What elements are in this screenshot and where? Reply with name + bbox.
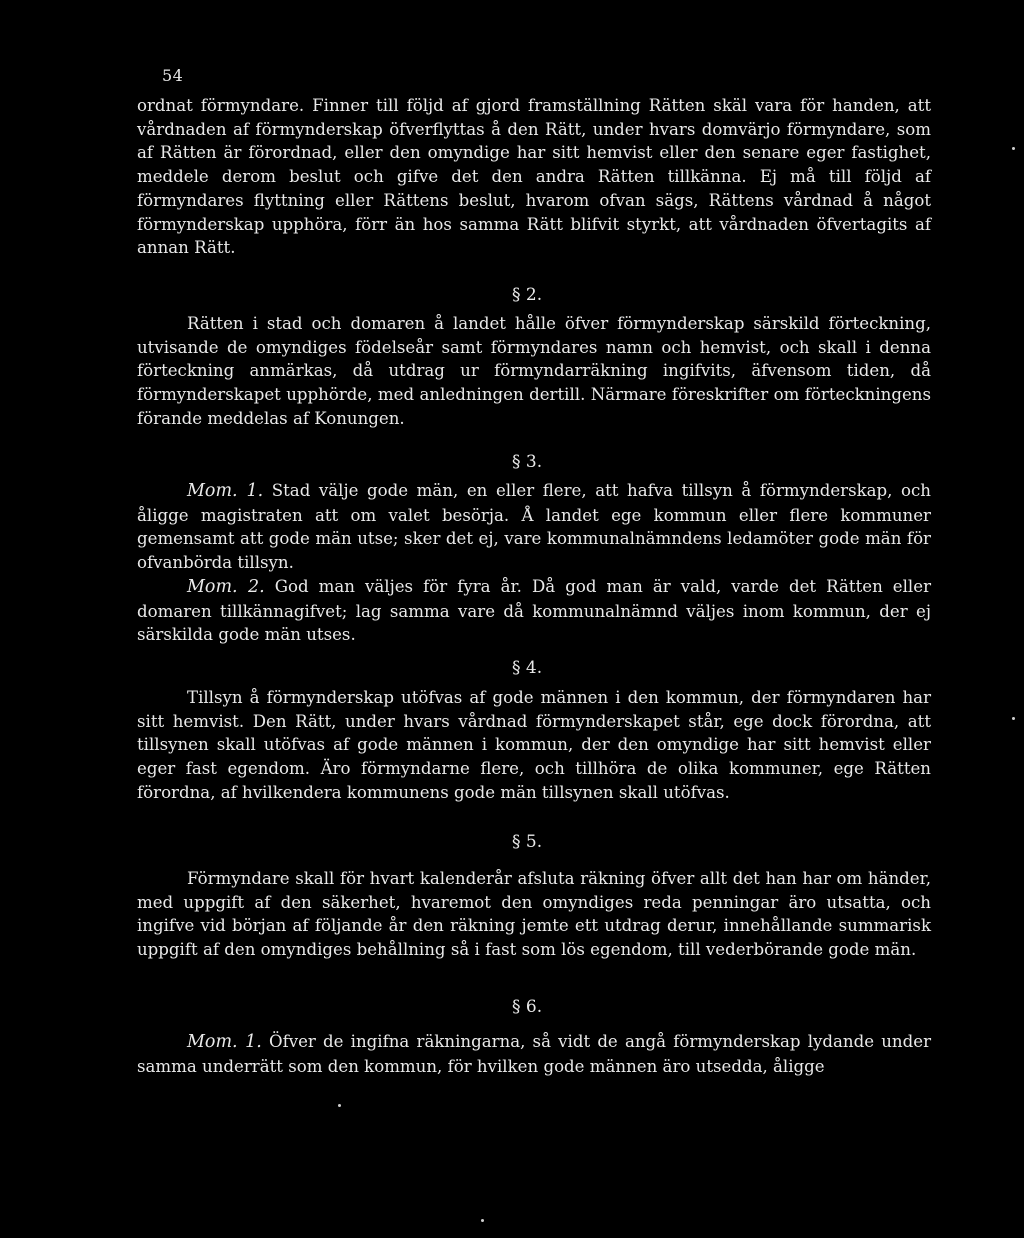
paragraph-section-5: Förmyndare skall för hvart kalenderår afsluta räkning öfver allt det han har om händer, med uppgift af den säkerhet, hvaremot den omyndiges reda penningar äro utsatta, och ingifve vid början af följande år den räkning jemte ett utdrag derur, innehållande summarisk uppgift af den omyndiges behållning så i fast som lös egendom, till vederbörande gode män. bbox=[137, 869, 931, 960]
mom-text: God man väljes för fyra år. Då god man är vald, varde det Rätten eller domaren tillkännagifvet; lag samma vare då kommunalnämnd väljes inom kommun, der ej särskilda gode män utses. bbox=[137, 577, 931, 645]
paragraph-section-2: Rätten i stad och domaren å landet hålle öfver förmynderskap särskild förteckning, utvisande de omyndiges födelseår samt förmyndares namn och hemvist, och skall i denna förteckning anmärkas, då utdrag ur förmyndarräkning ingifvits, äfvensom tiden, då förmynderskapet upphörde, med anledningen dertill. Närmare föreskrifter om förteckningens förande meddelas af Konungen. bbox=[137, 314, 931, 428]
section-heading-2: § 2. bbox=[512, 285, 543, 305]
section-heading-6: § 6. bbox=[512, 997, 543, 1017]
scan-speck bbox=[1012, 147, 1015, 150]
page-number: 54 bbox=[162, 66, 184, 85]
scan-speck bbox=[338, 1104, 341, 1107]
paragraph-section-4: Tillsyn å förmynderskap utöfvas af gode männen i den kommun, der förmyndaren har sitt hemvist. Den Rätt, under hvars vårdnad förmynderskapet står, ege dock förordna, att tillsynen skall utöfvas af gode männen i kommun, der den omyndige har sitt hemvist eller eger fast egendom. Äro förmyndarne flere, och tillhöra de olika kommuner, ege Rätten förordna, af hvilkendera kommunens gode män tillsynen skall utöfvas. bbox=[137, 688, 931, 802]
scan-speck bbox=[1012, 717, 1015, 720]
paragraph-continuation: ordnat förmyndare. Finner till följd af gjord framställning Rätten skäl vara för handen, att vårdnaden af förmynderskap öfverflyttas å den Rätt, under hvars domvärjo förmyndare, som af Rätten är förordnad, eller den omyndige har sitt hemvist eller den senare eger fastighet, meddele derom beslut och gifve det den andra Rätten tillkänna. Ej må till följd af förmyndares flyttning eller Rättens beslut, hvarom ofvan sägs, Rättens vårdnad å något förmynderskap upphöra, förr än hos samma Rätt blifvit styrkt, att vårdnaden öfvertagits af annan Rätt. bbox=[137, 96, 931, 258]
section-heading-5: § 5. bbox=[512, 832, 543, 852]
paragraph-section-6-mom-1 bbox=[137, 1030, 931, 1078]
section-heading-4: § 4. bbox=[512, 658, 543, 678]
mom-label: Mom. 2. bbox=[187, 577, 265, 597]
paragraph-section-3-mom-1 bbox=[137, 479, 931, 575]
section-heading-3: § 3. bbox=[512, 452, 543, 472]
paragraph-section-3-mom-2 bbox=[137, 575, 931, 647]
mom-text: Stad välje gode män, en eller flere, att hafva tillsyn å förmynderskap, och åligge magistraten att om valet besörja. Å landet ege kommun eller flere kommuner gemensamt att gode män utse; sker det ej, vare kommunalnämndens ledamöter gode män för ofvanbörda tillsyn. bbox=[137, 481, 931, 573]
mom-label: Mom. 1. bbox=[187, 481, 264, 501]
mom-text: Öfver de ingifna räkningarna, så vidt de angå förmynderskap lydande under samma underrätt som den kommun, för hvilken gode männen äro utsedda, åligge bbox=[137, 1032, 931, 1076]
mom-label: Mom. 1. bbox=[187, 1032, 262, 1052]
scan-speck bbox=[481, 1219, 484, 1222]
